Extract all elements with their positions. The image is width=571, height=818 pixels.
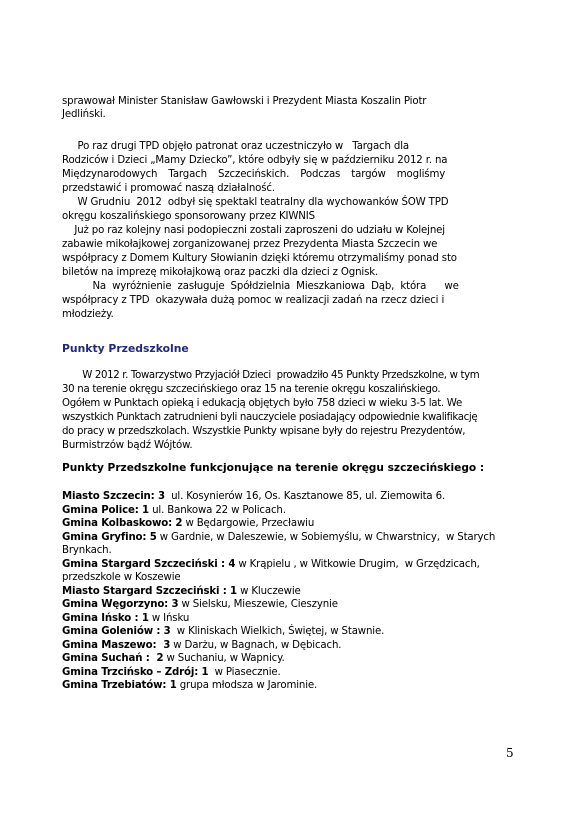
list-item-label: Gmina Trzcińsko – Zdrój: 1 — [62, 667, 209, 678]
list-item-text: w Będargowie, Przecławiu — [182, 518, 315, 529]
list-item-text: w Krąpielu , w Witkowie Drugim, w Grzędzicach, — [235, 559, 480, 570]
list-item-label: Gmina Goleniów : 3 — [62, 626, 171, 637]
intro-line: sprawował Minister Stanisław Gawłowski i Prezydent Miasta Koszalin Piotr — [62, 96, 427, 107]
list-item — [62, 639, 514, 652]
list-item-label: Gmina Police: 1 — [62, 505, 150, 516]
paragraph-line: W Grudniu 2012 odbył się spektakl teatralny dla wychowanków ŚOW TPD — [62, 197, 449, 208]
paragraph-line: młodzieży. — [62, 309, 114, 320]
list-item-text: w Kliniskach Wielkich, Świętej, w Stawnie. — [170, 626, 385, 637]
intro-line: Jedliński. — [62, 109, 106, 120]
list-item-label: Gmina Kolbaskowo: 2 — [62, 518, 183, 529]
paragraph-line: przedstawić i promować naszą działalność. — [62, 183, 275, 194]
section-line: W 2012 r. Towarzystwo Przyjaciół Dzieci prowadziło 45 Punkty Przedszkolne, w tym — [62, 370, 480, 381]
list-item-label: Gmina Trzebiatów: 1 — [62, 680, 177, 691]
list-item-text: w Kluczewie — [237, 586, 301, 597]
list-item-text: w Suchaniu, w Wapnicy. — [163, 653, 285, 664]
list-item — [62, 517, 514, 530]
list-item-text: Brynkach. — [62, 545, 112, 556]
paragraph-line: zabawie mikołajkowej zorganizowanej przez Prezydenta Miasta Szczecin we — [62, 239, 438, 250]
paragraph-line: Po raz drugi TPD objęło patronat oraz uczestniczyło w Targach dla — [62, 141, 409, 152]
paragraph-line: Na wyróżnienie zasługuje Spółdzielnia Mieszkaniowa Dąb, która we — [62, 281, 459, 292]
list-item-text: przedszkole w Koszewie — [62, 572, 181, 583]
list-item — [62, 558, 514, 571]
paragraph-line: współpracy z TPD okazywała dużą pomoc w realizacji zadań na rzecz dzieci i — [62, 295, 445, 306]
list-item — [62, 625, 514, 638]
list-item-text: w Sielsku, Mieszewie, Cieszynie — [178, 599, 338, 610]
list-item-label: Gmina Ińsko : 1 — [62, 613, 149, 624]
list-item-label: Miasto Szczecin: 3 — [62, 491, 165, 502]
section-line: wszystkich Punktach zatrudnieni byli nauczyciele posiadający odpowiednie kwalifikację — [62, 412, 478, 423]
list-item-text: w Piasecznie. — [208, 667, 281, 678]
list-item — [62, 679, 514, 692]
paragraph-line: Międzynarodowych Targach Szczecińskich. Podczas targów mogliśmy — [62, 169, 446, 180]
paragraph-line: Rodziców i Dzieci „Mamy Dziecko”, które odbyły się w październiku 2012 r. na — [62, 155, 448, 166]
paragraph-line: okręgu koszalińskiego sponsorowany przez KIWNIS — [62, 211, 315, 222]
list-item-label: Miasto Stargard Szczeciński : 1 — [62, 586, 237, 597]
list-item-text: ul. Bankowa 22 w Policach. — [149, 505, 286, 516]
list-item — [62, 504, 514, 517]
list-item — [62, 666, 514, 679]
list-item-label: Gmina Stargard Szczeciński : 4 — [62, 559, 236, 570]
list-item — [62, 652, 514, 665]
list-item-text: w Ińsku — [148, 613, 190, 624]
paragraph-line: biletów na imprezę mikołajkową oraz paczki dla dzieci z Ognisk. — [62, 267, 379, 278]
list-item-text: grupa młodsza w Jarominie. — [176, 680, 318, 691]
list-item-text: w Gardnie, w Daleszewie, w Sobiemyślu, w Chwarstnicy, w Starych — [156, 532, 496, 543]
section-line: Ogółem w Punktach opieką i edukacją objętych było 758 dzieci w wieku 3-5 lat. We — [62, 398, 462, 409]
list-item-text: w Darżu, w Bagnach, w Dębicach. — [170, 640, 342, 651]
list-subheading: Punkty Przedszkolne funkcjonujące na terenie okręgu szczecińskiego : — [62, 462, 485, 474]
section-line: do pracy w przedszkolach. Wszystkie Punkty wpisane były do rejestru Prezydentów, — [62, 426, 466, 437]
section-line: 30 na terenie okręgu szczecińskiego oraz 15 na terenie okręgu koszalińskiego. — [62, 384, 441, 395]
list-item — [62, 544, 514, 557]
list-item-label: Gmina Maszewo: 3 — [62, 640, 171, 651]
list-item — [62, 612, 514, 625]
list-item-label: Gmina Suchań : 2 — [62, 653, 164, 664]
list-item — [62, 571, 514, 584]
list-item — [62, 531, 514, 544]
list-item-label: Gmina Gryfino: 5 — [62, 532, 157, 543]
section-heading: Punkty Przedszkolne — [62, 342, 189, 355]
list-item — [62, 490, 514, 503]
section-line: Burmistrzów bądź Wójtów. — [62, 440, 193, 451]
paragraph-line: współpracy z Domem Kultury Słowianin dzięki któremu otrzymaliśmy ponad sto — [62, 253, 457, 264]
list-item — [62, 598, 514, 611]
list-item-label: Gmina Węgorzyno: 3 — [62, 599, 179, 610]
list-item — [62, 585, 514, 598]
paragraph-line: Już po raz kolejny nasi podopieczni zostali zaproszeni do udziału w Kolejnej — [62, 225, 445, 236]
page-number: 5 — [506, 746, 514, 760]
list-item-text: ul. Kosynierów 16, Os. Kasztanowe 85, ul. Ziemowita 6. — [164, 491, 446, 502]
